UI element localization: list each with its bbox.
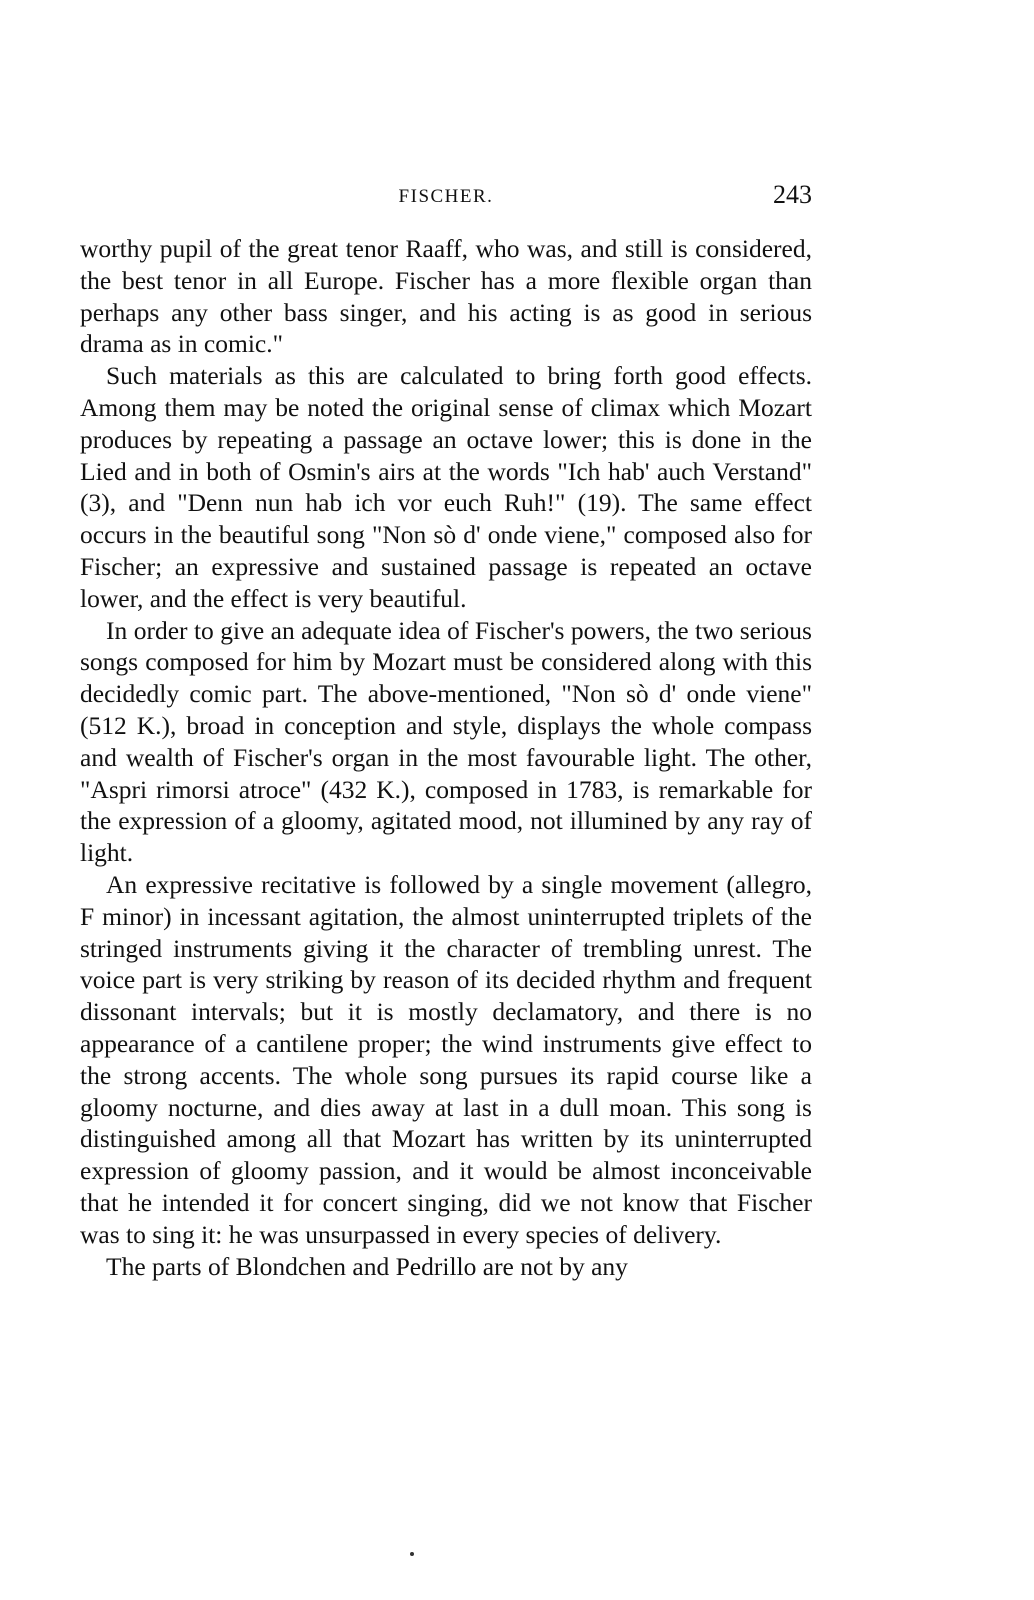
paragraph: An expressive recitative is followed by a single movement (allegro, F minor) in incessant agitation, the almost uninterrupted triplets of the stringed instruments giving it the character of trembling unrest. The voice part is very striking by reason of its decided rhythm and frequent dissonant intervals; but it is mostly declamatory, and there is no appearance of a cantilene proper; the wind instruments give effect to the strong accents. The whole song pursues its rapid course like a gloomy nocturne, and dies away at last in a dull moan. This song is distinguished among all that Mozart has written by its uninterrupted expression of gloomy passion, and it would be almost inconceivable that he intended it for concert singing, did we not know that Fischer was to sing it: he was unsurpassed in every species of delivery. [80, 869, 812, 1249]
paragraph: In order to give an adequate idea of Fischer's powers, the two serious songs composed for him by Mozart must be considered along with this decidedly comic part. The above-mentioned, "Non sò d' onde viene" (512 K.), broad in conception and style, displays the whole compass and wealth of Fischer's organ in the most favourable light. The other, "Aspri rimorsi atroce" (432 K.), composed in 1783, is remarkable for the expression of a gloomy, agitated mood, not illumined by any ray of light. [80, 615, 812, 868]
running-title: FISCHER. [398, 186, 494, 207]
stray-ink-mark [410, 1552, 414, 1556]
page-number: 243 [773, 180, 812, 209]
paragraph: worthy pupil of the great tenor Raaff, who was, and still is considered, the best tenor in all Europe. Fischer has a more flexible organ than perhaps any other bass singer, and his acting is as good in serious drama as in comic." [80, 234, 812, 359]
paragraph: Such materials as this are calculated to bring forth good effects. Among them may be noted the original sense of climax which Mozart produces by repeating a passage an octave lower; this is done in the Lied and in both of Osmin's airs at the words "Ich hab' auch Verstand" (3), and "Denn nun hab ich vor euch Ruh!" (19). The same effect occurs in the beautiful song "Non sò d' onde viene," composed also for Fischer; an expressive and sustained passage is repeated an octave lower, and the effect is very beautiful. [80, 361, 812, 613]
paragraph: The parts of Blondchen and Pedrillo are not by any [106, 1251, 628, 1281]
running-head [80, 180, 812, 214]
body-text [80, 233, 812, 1282]
